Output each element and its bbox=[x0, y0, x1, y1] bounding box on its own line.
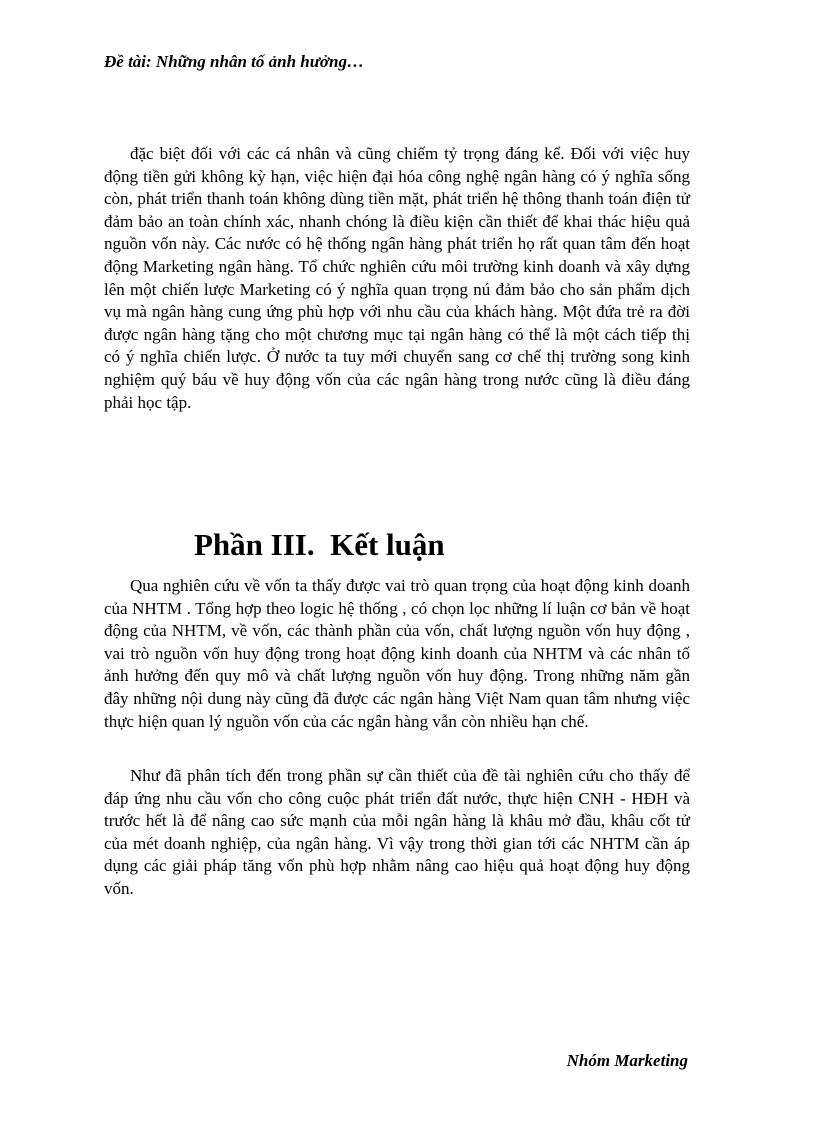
conclusion-paragraph-1: Qua nghiên cứu về vốn ta thấy được vai trò quan trọng của hoạt động kinh doanh của NHTM . Tổng hợp theo logic hệ thống , có chọn lọc những lí luận cơ bản về hoạt động của NHTM, về vốn, các thành phần của vốn, chất lượng nguồn vốn huy động , vai trò nguồn vốn huy động trong hoạt động kinh doanh của NHTM và các nhân tố ảnh hưởng đến quy mô và chất lượng nguồn vốn huy động. Trong những năm gần đây những nội dung này cũng đã được các ngân hàng Việt Nam quan tâm nhưng việc thực hiện quan lý nguồn vốn của các ngân hàng vẫn còn nhiều hạn chế. bbox=[104, 576, 690, 731]
document-header: Đề tài: Những nhân tố ảnh hưởng… bbox=[104, 52, 365, 71]
paragraph-continuation: đặc biệt đối với các cá nhân và cũng chiếm tỷ trọng đáng kể. Đối với việc huy động tiền gửi không kỳ hạn, việc hiện đại hóa công nghệ ngân hàng có ý nghĩa sống còn, phát triển thanh toán không dùng tiền mặt, phát triển hệ thông thanh toán điện tử đảm bảo an toàn chính xác, nhanh chóng là điều kiện cần thiết để khai thác hiệu quả nguồn vốn này. Các nước có hệ thống ngân hàng phát triển họ rất quan tâm đến hoạt động Marketing ngân hàng. Tổ chức nghiên cứu môi trường kinh doanh và xây dựng lên một chiến lược Marketing có ý nghĩa quan trọng nú đảm bảo cho sản phẩm dịch vụ mà ngân hàng cung ứng phù hợp với nhu cầu của khách hàng. Một đứa trẻ ra đời được ngân hàng tặng cho một chương mục tại ngân hàng có thể là một cách tiếp thị có ý nghĩa chiến lược. Ở nước ta tuy mới chuyển sang cơ chế thị trường song kinh nghiệm quý báu về huy động vốn của các ngân hàng trong nước cũng là điều đáng phải học tập. bbox=[104, 144, 690, 412]
section-heading: Phần III. Kết luận bbox=[194, 527, 445, 562]
footer-signature: Nhóm Marketing bbox=[566, 1051, 688, 1070]
conclusion-paragraph-2: Như đã phân tích đến trong phần sự cần thiết của đề tài nghiên cứu cho thấy để đáp ứng nhu cầu vốn cho công cuộc phát triển đất nước, thực hiện CNH - HĐH và trước hết là để nâng cao sức mạnh của mỗi ngân hàng là khâu mở đầu, khâu cốt tử của mét doanh nghiệp, của ngân hàng. Vì vậy trong thời gian tới các NHTM cần áp dụng các giải pháp tăng vốn phù hợp nhằm nâng cao hiệu quả hoạt động huy động vốn. bbox=[104, 766, 690, 898]
